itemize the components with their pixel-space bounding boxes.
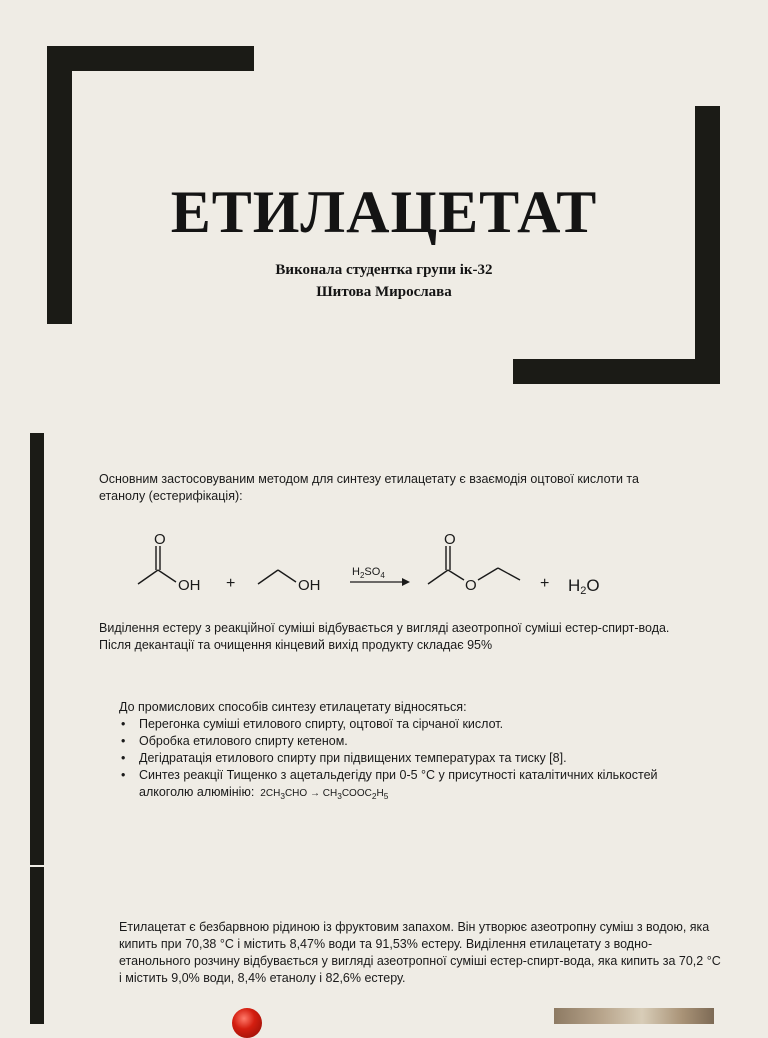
ester-carbonyl-o: O [444,531,456,548]
author-name: Шитова Мирослава [316,284,452,300]
water-formula: H2O [568,576,600,597]
reaction-scheme [120,528,620,608]
acetic-acid-structure [138,546,176,584]
properties-description: Етилацетат є безбарвною рідиною із фруктовим запахом. Він утворює азеотропну суміш з водою, яка кипить при 70,38 °С і містить 8,47% води та 91,53% естеру. Виділення етилацетату з водно-етанольного розчину відбувається у вигляді азеотропної суміші естер-спирт-вода, яка кипить за 70,2 °С і містить 9,0% води, 8,4% етанолу і 82,6% естеру. [119,920,721,985]
list-item: • Синтез реакції Тищенко з ацетальдегіду при 0-5 °С у присутності каталітичних кількостей алкоголю алюмінію: $2CH_3CHO$ → $CH_3COOC_2H_5$ [119,767,659,805]
reaction-arrow-head [402,578,410,586]
slide-left-accent-bar [30,433,44,865]
tishchenko-formula: $2CH_3CHO$ → $CH_3COOC_2H_5$ [260,788,389,801]
ester-oxygen: O [465,577,477,594]
acid-carbonyl-o: O [154,531,166,548]
catalyst-label: $H_2SO_4$ [352,566,385,580]
list-item: • Дегідратація етилового спирту при підвищених температурах та тиску [8]. [119,750,659,767]
presentation-title: ЕТИЛАЦЕТАТ [170,179,598,245]
ethanol-hydroxyl: OH [298,577,321,594]
frame-bottom-right-horizontal [513,359,720,384]
synthesis-intro: Основним застосовуваним методом для синтезу етилацетату є взаємодія оцтової кислоти та етанолу (естерифікація): [99,472,639,503]
bottle-photo [554,1008,714,1024]
separation-text: Виділення естеру з реакційної суміші відбувається у вигляді азеотропної суміші естер-спирт-вода. Після декантації та очищення кінцевий вихід продукту складає 95% [99,621,670,652]
molecule-ball-image [232,1008,262,1038]
industrial-intro: До промислових способів синтезу етилацетату відносяться: [119,700,467,714]
industrial-methods [119,699,659,805]
author-group: Виконала студентка групи ік-32 [275,262,493,278]
frame-top-left-horizontal [47,46,254,71]
ethanol-structure [258,570,296,584]
list-item: • Обробка етилового спирту кетеном. [119,733,659,750]
esterification-reaction [120,528,620,608]
slide-left-accent-bar [30,867,44,1024]
acid-hydroxyl: OH [178,577,201,594]
plus-sign-2: + [540,575,550,592]
list-item: • Перегонка суміші етилового спирту, оцтової та сірчаної кислот. [119,716,659,733]
plus-sign-1: + [226,575,236,592]
methods-list [119,716,659,805]
